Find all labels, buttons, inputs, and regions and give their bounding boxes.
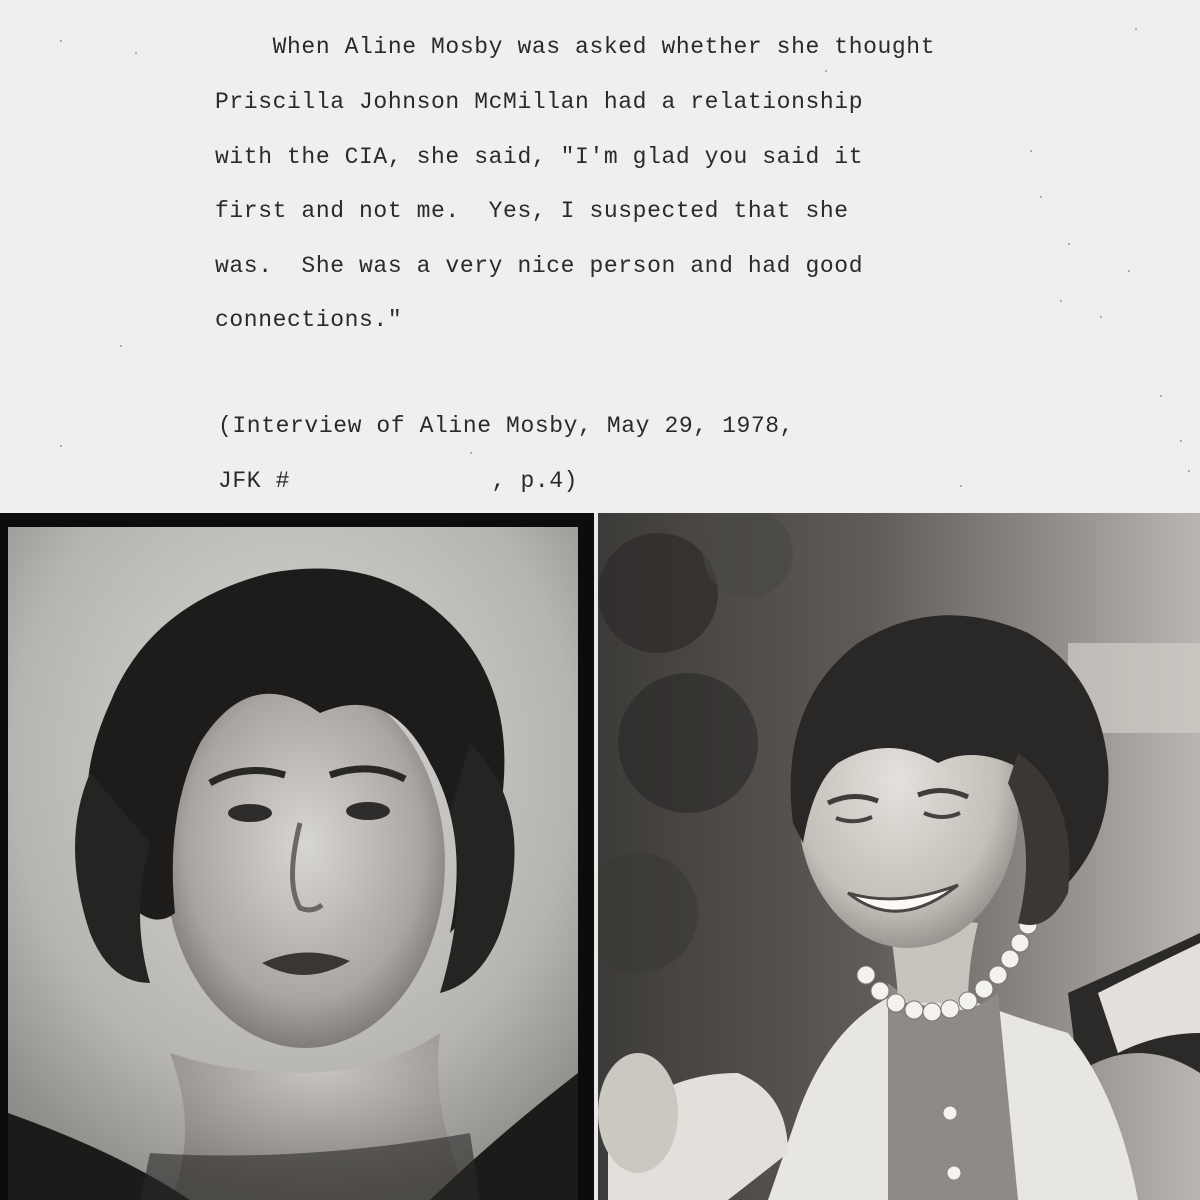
scan-speck [1030, 150, 1032, 152]
document-line-3: with the CIA, she said, "I'm glad you said it [215, 144, 864, 170]
scan-speck [1040, 196, 1042, 198]
portrait-right-image [598, 513, 1200, 1200]
scan-speck [135, 52, 137, 54]
portrait-left-image [0, 513, 594, 1200]
document-line-1: When Aline Mosby was asked whether she thought [215, 34, 936, 60]
scan-speck [120, 345, 122, 347]
document-line-2: Priscilla Johnson McMillan had a relationship [215, 89, 864, 115]
scan-speck [1128, 270, 1130, 272]
citation-line-1: (Interview of Aline Mosby, May 29, 1978, [218, 413, 795, 439]
typewritten-document [0, 0, 1200, 513]
document-line-6: connections." [215, 307, 403, 333]
scan-speck [960, 485, 962, 487]
citation-line-2: JFK # , p.4) [218, 468, 579, 494]
scan-speck [1188, 470, 1190, 472]
scan-speck [470, 452, 472, 454]
scan-speck [1180, 440, 1182, 442]
scan-speck [1160, 395, 1162, 397]
scan-speck [1100, 316, 1102, 318]
document-line-5: was. She was a very nice person and had good [215, 253, 864, 279]
scan-speck [825, 70, 827, 72]
portrait-photo-left [0, 513, 594, 1200]
scan-speck [60, 445, 62, 447]
scan-speck [60, 40, 62, 42]
scan-speck [1068, 243, 1070, 245]
scan-speck [1135, 28, 1137, 30]
scan-speck [1060, 300, 1062, 302]
portrait-photo-right [598, 513, 1200, 1200]
document-line-4: first and not me. Yes, I suspected that she [215, 198, 849, 224]
